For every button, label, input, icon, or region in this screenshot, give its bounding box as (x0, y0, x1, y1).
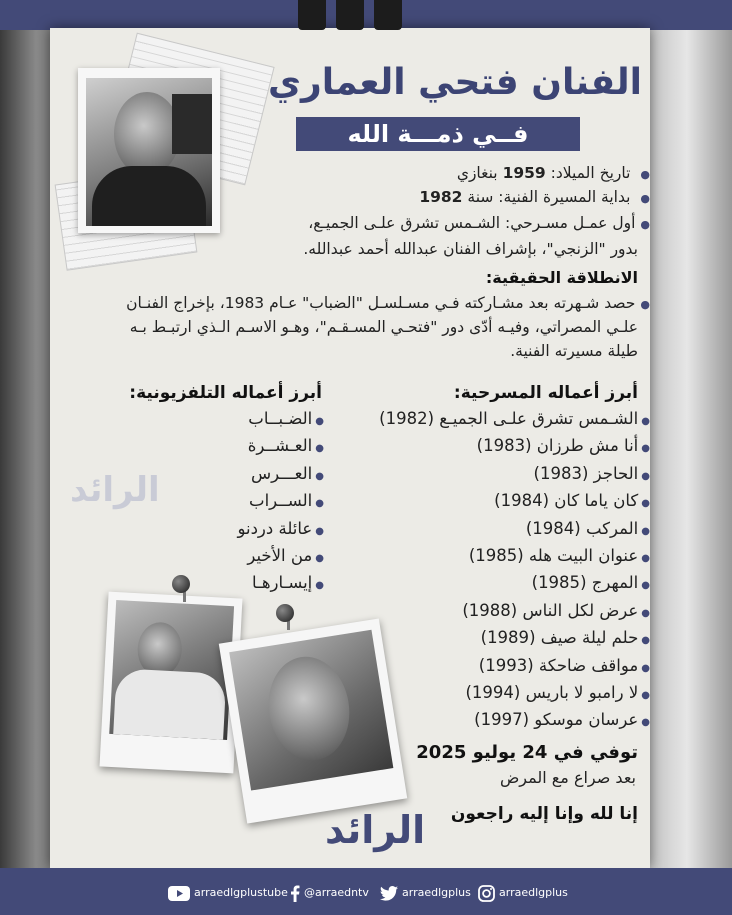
page-title: الفنان فتحي العماري (268, 62, 642, 103)
polaroid-photo (100, 592, 243, 774)
brand-watermark: الرائد (70, 470, 160, 510)
list-item: ● المركب (1984) (379, 515, 650, 542)
theater-list (379, 405, 650, 734)
career-start-line: ● بداية المسيرة الفنية: سنة 1982 (419, 188, 650, 206)
binder-clip-icon (298, 0, 402, 30)
list-item: ● العـشــرة (237, 432, 324, 459)
polaroid-photo (219, 618, 407, 823)
death-cause: بعد صراع مع المرض (499, 768, 636, 787)
list-item: ● المهرج (1985) (379, 569, 650, 596)
list-item: ● أنا مش طرزان (1983) (379, 432, 650, 459)
instagram-link[interactable]: arraedlgplus (478, 884, 568, 902)
list-item: ● عرسان موسكو (1997) (379, 706, 650, 733)
portrait-photo (78, 68, 220, 233)
list-item: ● الحاجز (1983) (379, 460, 650, 487)
list-item: ● عرض لكل الناس (1988) (379, 597, 650, 624)
youtube-link[interactable]: arraedlgplustube (168, 884, 288, 902)
condolence-phrase: إنا لله وإنا إليه راجعون (450, 804, 638, 824)
theater-heading: أبرز أعماله المسرحية: (453, 383, 638, 403)
death-date: توفي في 24 يوليو 2025 (416, 742, 638, 763)
list-item: ● العـــرس (237, 460, 324, 487)
birth-date-line: ● تاريخ الميلاد: 1959 بنغازي (457, 164, 650, 182)
brand-logo: الرائد (325, 808, 426, 852)
facebook-icon (290, 885, 300, 902)
list-item: ● عائلة دردنو (237, 515, 324, 542)
list-item: ● عنوان البيت هله (1985) (379, 542, 650, 569)
background-right-blur (642, 0, 732, 915)
first-work-line-cont: بدور "الزنجي"، بإشراف الفنان عبدالله أحمد عبدالله. (303, 240, 638, 258)
facebook-link[interactable]: @arraedntv (290, 884, 369, 902)
push-pin-icon (276, 604, 294, 622)
twitter-link[interactable]: arraedlgplus (380, 884, 471, 902)
list-item: ● لا رامبو لا باريس (1994) (379, 679, 650, 706)
instagram-icon (478, 885, 495, 902)
launch-line: ● حصد شـهرته بعد مشـاركته فـي مسـلسـل "الضباب" عـام 1983، بإخراج الفنـان (126, 294, 650, 312)
launch-heading: الانطلاقة الحقيقية: (485, 268, 638, 287)
tv-heading: أبرز أعماله التلفزيونية: (129, 383, 322, 403)
launch-line-cont: علـي المصراتي، وفيـه أدّى دور "فتحـي المسـقـم"، وهـو الاسـم الـذي ارتبـط بـه (129, 318, 638, 336)
tv-list (237, 405, 324, 597)
list-item: ● حلم ليلة صيف (1989) (379, 624, 650, 651)
first-work-line: ● أول عمـل مسـرحي: الشـمس تشرق علـى الجميـع، (308, 214, 650, 232)
list-item: ● مواقف ضاحكة (1993) (379, 652, 650, 679)
list-item: ● كان ياما كان (1984) (379, 487, 650, 514)
list-item: ● الســراب (237, 487, 324, 514)
launch-line-end: طيلة مسيرته الفنية. (510, 342, 638, 360)
list-item: ● الشـمس تشرق علـى الجميـع (1982) (379, 405, 650, 432)
twitter-icon (380, 886, 398, 901)
youtube-icon (168, 886, 190, 901)
subtitle-text: فــي ذمـــة الله (347, 120, 529, 148)
push-pin-icon (172, 575, 190, 593)
list-item: ● إيسـارهـا (237, 569, 324, 596)
list-item: ● من الأخير (237, 542, 324, 569)
list-item: ● الضـبــاب (237, 405, 324, 432)
